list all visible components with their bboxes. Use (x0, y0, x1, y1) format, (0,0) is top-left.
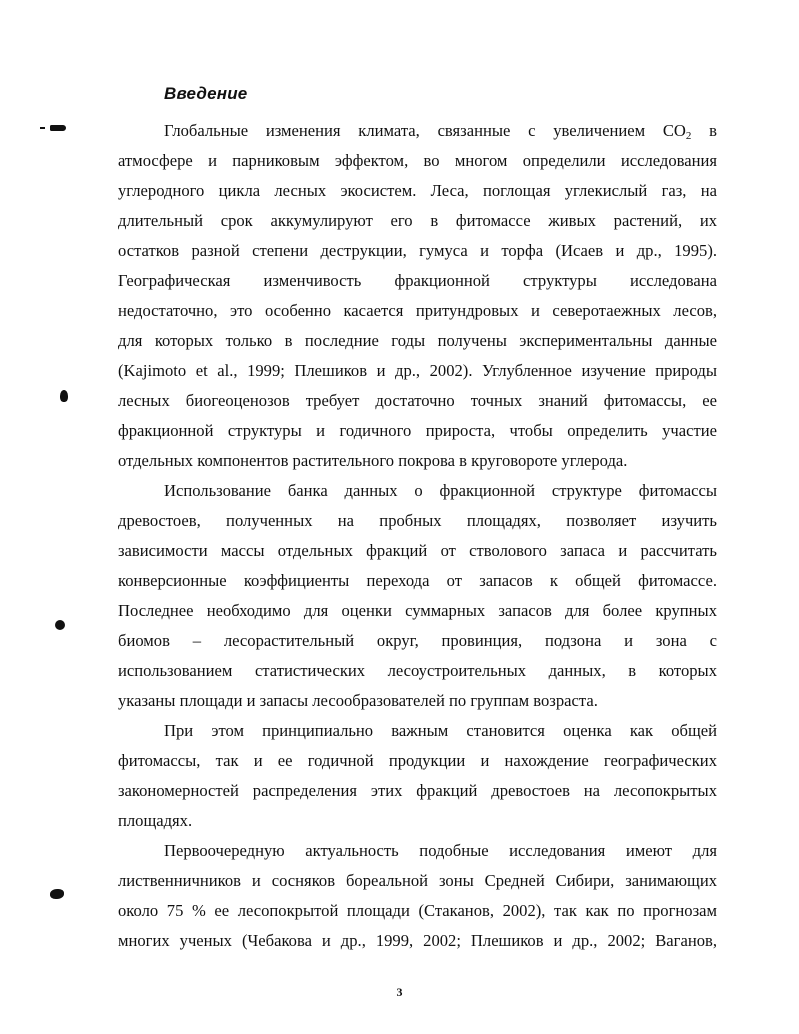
paragraph-4-line-1: Первоочередную актуальность подобные исследования имеют для (164, 841, 717, 860)
paragraph-4-line-3: около 75 % ее лесопокрытой площади (Стаканов, 2002), так как по прогнозам (118, 901, 717, 920)
paragraph-1-line-10: лесных биогеоценозов требует достаточно точных знаний фитомассы, ее (118, 391, 717, 410)
paragraph-2-line-2: древостоев, полученных на пробных площадях, позволяет изучить (118, 511, 717, 530)
paragraph-1-line-7: недостаточно, это особенно касается притундровых и северотаежных лесов, (118, 301, 717, 320)
paragraph-2-line-7: использованием статистических лесоустроительных данных, в которых (118, 661, 717, 680)
paragraph-1-line-2: атмосфере и парниковым эффектом, во многом определили исследования (118, 151, 717, 170)
paragraph-1-line-5: остатков разной степени деструкции, гумуса и торфа (Исаев и др., 1995). (118, 241, 717, 260)
page-number: 3 (396, 985, 403, 999)
paragraph-4-line-4: многих ученых (Чебакова и др., 1999, 2002; Плешиков и др., 2002; Ваганов, (118, 931, 717, 950)
paragraph-3-line-4: площадях. (118, 811, 193, 830)
paragraph-2-line-1: Использование банка данных о фракционной структуре фитомассы (164, 481, 717, 500)
paragraph-1-line-12: отдельных компонентов растительного покрова в круговороте углерода. (118, 451, 628, 470)
paragraph-2-line-3: зависимости массы отдельных фракций от стволового запаса и рассчитать (118, 541, 717, 560)
scan-artifact-mark (50, 889, 64, 899)
paragraph-3-line-3: закономерностей распределения этих фракций древостоев на лесопокрытых (118, 781, 717, 800)
paragraph-2-line-4: конверсионные коэффициенты перехода от запасов к общей фитомассе. (118, 571, 717, 590)
paragraph-1-line-3: углеродного цикла лесных экосистем. Леса, поглощая углекислый газ, на (118, 181, 717, 200)
section-heading: Введение (164, 84, 248, 103)
paragraph-3-line-1: При этом принципиально важным становится оценка как общей (164, 721, 717, 740)
paragraph-1-line-4: длительный срок аккумулируют его в фитомассе живых растений, их (118, 211, 717, 230)
paragraph-3-line-2: фитомассы, так и ее годичной продукции и нахождение географических (118, 751, 717, 770)
paragraph-2-line-8: указаны площади и запасы лесообразователей по группам возраста. (118, 691, 598, 710)
scan-artifact-mark (50, 125, 66, 131)
paragraph-4-line-2: лиственничников и сосняков бореальной зоны Средней Сибири, занимающих (118, 871, 717, 890)
paragraph-1-line-6: Географическая изменчивость фракционной структуры исследована (118, 271, 717, 290)
paragraph-1-line-11: фракционной структуры и годичного прироста, чтобы определить участие (118, 421, 717, 440)
scan-artifact-mark (60, 390, 68, 402)
paragraph-1-line-8: для которых только в последние годы получены экспериментальны данные (118, 331, 717, 350)
paragraph-1-line-9: (Kajimoto et al., 1999; Плешиков и др., 2002). Углубленное изучение природы (118, 361, 717, 380)
scan-artifact-mark (55, 620, 65, 630)
paragraph-2-line-6: биомов – лесорастительный округ, провинция, подзона и зона с (118, 631, 717, 650)
paragraph-1-line-1: Глобальные изменения климата, связанные с увеличением $CO_2$ в (164, 121, 717, 142)
paragraph-2-line-5: Последнее необходимо для оценки суммарных запасов для более крупных (118, 601, 717, 620)
